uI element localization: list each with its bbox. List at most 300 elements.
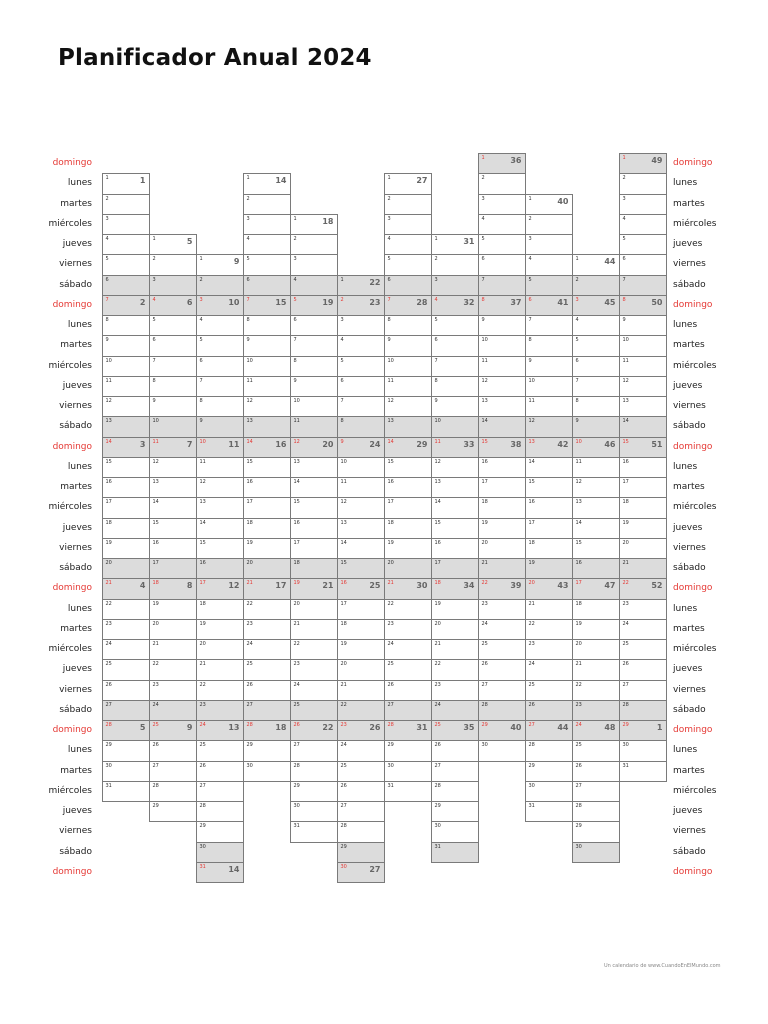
day-cell-ene-8[interactable]: [102, 315, 150, 336]
day-cell-sep-3[interactable]: [478, 194, 526, 215]
day-cell-jul-24[interactable]: [384, 639, 432, 660]
day-cell-sep-8[interactable]: [478, 295, 526, 316]
day-cell-sep-26[interactable]: [478, 659, 526, 680]
day-cell-nov-25[interactable]: [572, 740, 620, 761]
day-cell-sep-17[interactable]: [478, 477, 526, 498]
day-cell-feb-12[interactable]: [149, 457, 197, 478]
day-cell-ago-5[interactable]: [431, 315, 479, 336]
day-cell-mar-24[interactable]: [196, 720, 244, 741]
day-cell-abr-17[interactable]: [243, 497, 291, 518]
day-cell-abr-23[interactable]: [243, 619, 291, 640]
day-cell-ene-23[interactable]: [102, 619, 150, 640]
day-cell-ene-10[interactable]: [102, 356, 150, 377]
day-cell-abr-18[interactable]: [243, 518, 291, 539]
day-cell-may-1[interactable]: [290, 214, 338, 235]
day-cell-ago-10[interactable]: [431, 416, 479, 437]
day-cell-nov-28[interactable]: [572, 801, 620, 822]
day-cell-ene-26[interactable]: [102, 680, 150, 701]
day-cell-nov-17[interactable]: [572, 578, 620, 599]
day-cell-dic-30[interactable]: [619, 740, 667, 761]
day-cell-sep-7[interactable]: [478, 275, 526, 296]
day-cell-nov-27[interactable]: [572, 781, 620, 802]
day-cell-may-29[interactable]: [290, 781, 338, 802]
day-cell-jul-13[interactable]: [384, 416, 432, 437]
day-cell-sep-28[interactable]: [478, 700, 526, 721]
day-cell-abr-3[interactable]: [243, 214, 291, 235]
day-cell-jun-15[interactable]: [337, 558, 385, 579]
day-cell-mar-23[interactable]: [196, 700, 244, 721]
day-cell-dic-21[interactable]: [619, 558, 667, 579]
day-cell-ago-2[interactable]: [431, 254, 479, 275]
day-cell-mar-3[interactable]: [196, 295, 244, 316]
day-cell-jul-8[interactable]: [384, 315, 432, 336]
day-cell-mar-18[interactable]: [196, 599, 244, 620]
day-cell-may-7[interactable]: [290, 335, 338, 356]
day-cell-abr-5[interactable]: [243, 254, 291, 275]
day-cell-sep-30[interactable]: [478, 740, 526, 761]
day-cell-jul-14[interactable]: [384, 437, 432, 458]
day-cell-abr-27[interactable]: [243, 700, 291, 721]
day-cell-ago-25[interactable]: [431, 720, 479, 741]
day-cell-abr-30[interactable]: [243, 761, 291, 782]
day-cell-jul-6[interactable]: [384, 275, 432, 296]
day-cell-feb-23[interactable]: [149, 680, 197, 701]
day-cell-mar-12[interactable]: [196, 477, 244, 498]
day-cell-oct-6[interactable]: [525, 295, 573, 316]
day-cell-oct-8[interactable]: [525, 335, 573, 356]
day-cell-abr-10[interactable]: [243, 356, 291, 377]
day-cell-feb-4[interactable]: [149, 295, 197, 316]
day-cell-mar-13[interactable]: [196, 497, 244, 518]
day-cell-jul-30[interactable]: [384, 761, 432, 782]
day-cell-jun-24[interactable]: [337, 740, 385, 761]
day-cell-nov-11[interactable]: [572, 457, 620, 478]
day-cell-may-11[interactable]: [290, 416, 338, 437]
day-cell-jul-23[interactable]: [384, 619, 432, 640]
day-cell-mar-16[interactable]: [196, 558, 244, 579]
day-cell-oct-29[interactable]: [525, 761, 573, 782]
day-cell-dic-2[interactable]: [619, 173, 667, 194]
day-cell-may-31[interactable]: [290, 821, 338, 842]
day-cell-mar-27[interactable]: [196, 781, 244, 802]
day-cell-feb-16[interactable]: [149, 538, 197, 559]
day-cell-may-24[interactable]: [290, 680, 338, 701]
day-cell-jul-31[interactable]: [384, 781, 432, 802]
day-cell-sep-4[interactable]: [478, 214, 526, 235]
day-cell-ene-28[interactable]: [102, 720, 150, 741]
day-cell-nov-29[interactable]: [572, 821, 620, 842]
day-cell-mar-7[interactable]: [196, 376, 244, 397]
day-cell-oct-15[interactable]: [525, 477, 573, 498]
day-cell-sep-18[interactable]: [478, 497, 526, 518]
day-cell-abr-11[interactable]: [243, 376, 291, 397]
day-cell-oct-31[interactable]: [525, 801, 573, 822]
day-cell-sep-11[interactable]: [478, 356, 526, 377]
day-cell-mar-11[interactable]: [196, 457, 244, 478]
day-cell-ene-17[interactable]: [102, 497, 150, 518]
day-cell-may-4[interactable]: [290, 275, 338, 296]
day-cell-feb-14[interactable]: [149, 497, 197, 518]
day-cell-nov-4[interactable]: [572, 315, 620, 336]
day-cell-abr-8[interactable]: [243, 315, 291, 336]
day-cell-may-21[interactable]: [290, 619, 338, 640]
day-cell-may-23[interactable]: [290, 659, 338, 680]
day-cell-jun-21[interactable]: [337, 680, 385, 701]
day-cell-sep-16[interactable]: [478, 457, 526, 478]
day-cell-nov-8[interactable]: [572, 396, 620, 417]
day-cell-dic-25[interactable]: [619, 639, 667, 660]
day-cell-abr-13[interactable]: [243, 416, 291, 437]
day-cell-ene-3[interactable]: [102, 214, 150, 235]
day-cell-mar-20[interactable]: [196, 639, 244, 660]
day-cell-nov-24[interactable]: [572, 720, 620, 741]
day-cell-mar-22[interactable]: [196, 680, 244, 701]
day-cell-dic-29[interactable]: [619, 720, 667, 741]
day-cell-abr-16[interactable]: [243, 477, 291, 498]
day-cell-abr-24[interactable]: [243, 639, 291, 660]
day-cell-feb-22[interactable]: [149, 659, 197, 680]
day-cell-ago-1[interactable]: [431, 234, 479, 255]
day-cell-dic-20[interactable]: [619, 538, 667, 559]
day-cell-oct-18[interactable]: [525, 538, 573, 559]
day-cell-ene-13[interactable]: [102, 416, 150, 437]
day-cell-jul-16[interactable]: [384, 477, 432, 498]
day-cell-feb-28[interactable]: [149, 781, 197, 802]
day-cell-oct-7[interactable]: [525, 315, 573, 336]
day-cell-nov-9[interactable]: [572, 416, 620, 437]
day-cell-dic-18[interactable]: [619, 497, 667, 518]
day-cell-oct-23[interactable]: [525, 639, 573, 660]
day-cell-jul-20[interactable]: [384, 558, 432, 579]
day-cell-oct-2[interactable]: [525, 214, 573, 235]
day-cell-mar-4[interactable]: [196, 315, 244, 336]
day-cell-dic-23[interactable]: [619, 599, 667, 620]
day-cell-feb-13[interactable]: [149, 477, 197, 498]
day-cell-ago-16[interactable]: [431, 538, 479, 559]
day-cell-mar-6[interactable]: [196, 356, 244, 377]
day-cell-mar-26[interactable]: [196, 761, 244, 782]
day-cell-feb-10[interactable]: [149, 416, 197, 437]
day-cell-sep-24[interactable]: [478, 619, 526, 640]
day-cell-mar-25[interactable]: [196, 740, 244, 761]
day-cell-ene-18[interactable]: [102, 518, 150, 539]
day-cell-nov-7[interactable]: [572, 376, 620, 397]
day-cell-dic-1[interactable]: [619, 153, 667, 174]
day-cell-jul-10[interactable]: [384, 356, 432, 377]
day-cell-ene-20[interactable]: [102, 558, 150, 579]
day-cell-ene-4[interactable]: [102, 234, 150, 255]
day-cell-jun-28[interactable]: [337, 821, 385, 842]
day-cell-dic-24[interactable]: [619, 619, 667, 640]
day-cell-nov-6[interactable]: [572, 356, 620, 377]
day-cell-abr-26[interactable]: [243, 680, 291, 701]
day-cell-dic-15[interactable]: [619, 437, 667, 458]
day-cell-abr-21[interactable]: [243, 578, 291, 599]
day-cell-mar-9[interactable]: [196, 416, 244, 437]
day-cell-feb-6[interactable]: [149, 335, 197, 356]
day-cell-dic-11[interactable]: [619, 356, 667, 377]
day-cell-mar-30[interactable]: [196, 842, 244, 863]
day-cell-mar-2[interactable]: [196, 275, 244, 296]
day-cell-ago-11[interactable]: [431, 437, 479, 458]
day-cell-sep-2[interactable]: [478, 173, 526, 194]
day-cell-may-26[interactable]: [290, 720, 338, 741]
day-cell-may-12[interactable]: [290, 437, 338, 458]
day-cell-ene-2[interactable]: [102, 194, 150, 215]
day-cell-oct-28[interactable]: [525, 740, 573, 761]
day-cell-ago-4[interactable]: [431, 295, 479, 316]
day-cell-oct-9[interactable]: [525, 356, 573, 377]
day-cell-dic-4[interactable]: [619, 214, 667, 235]
day-cell-oct-5[interactable]: [525, 275, 573, 296]
day-cell-jun-1[interactable]: [337, 275, 385, 296]
day-cell-oct-30[interactable]: [525, 781, 573, 802]
day-cell-sep-21[interactable]: [478, 558, 526, 579]
day-cell-may-17[interactable]: [290, 538, 338, 559]
day-cell-ago-21[interactable]: [431, 639, 479, 660]
day-cell-feb-1[interactable]: [149, 234, 197, 255]
day-cell-jun-5[interactable]: [337, 356, 385, 377]
day-cell-oct-14[interactable]: [525, 457, 573, 478]
day-cell-ene-11[interactable]: [102, 376, 150, 397]
day-cell-mar-31[interactable]: [196, 862, 244, 883]
day-cell-dic-17[interactable]: [619, 477, 667, 498]
day-cell-sep-25[interactable]: [478, 639, 526, 660]
day-cell-may-2[interactable]: [290, 234, 338, 255]
day-cell-abr-12[interactable]: [243, 396, 291, 417]
day-cell-sep-6[interactable]: [478, 254, 526, 275]
day-cell-ago-29[interactable]: [431, 801, 479, 822]
day-cell-ene-1[interactable]: [102, 173, 150, 194]
day-cell-jun-4[interactable]: [337, 335, 385, 356]
day-cell-dic-3[interactable]: [619, 194, 667, 215]
day-cell-jun-8[interactable]: [337, 416, 385, 437]
day-cell-ago-23[interactable]: [431, 680, 479, 701]
day-cell-feb-15[interactable]: [149, 518, 197, 539]
day-cell-dic-8[interactable]: [619, 295, 667, 316]
day-cell-abr-22[interactable]: [243, 599, 291, 620]
day-cell-ago-9[interactable]: [431, 396, 479, 417]
day-cell-may-27[interactable]: [290, 740, 338, 761]
day-cell-dic-31[interactable]: [619, 761, 667, 782]
day-cell-oct-21[interactable]: [525, 599, 573, 620]
day-cell-feb-26[interactable]: [149, 740, 197, 761]
day-cell-may-8[interactable]: [290, 356, 338, 377]
day-cell-nov-23[interactable]: [572, 700, 620, 721]
day-cell-mar-19[interactable]: [196, 619, 244, 640]
day-cell-ene-25[interactable]: [102, 659, 150, 680]
day-cell-nov-26[interactable]: [572, 761, 620, 782]
day-cell-mar-21[interactable]: [196, 659, 244, 680]
day-cell-abr-4[interactable]: [243, 234, 291, 255]
day-cell-feb-8[interactable]: [149, 376, 197, 397]
day-cell-oct-27[interactable]: [525, 720, 573, 741]
day-cell-abr-28[interactable]: [243, 720, 291, 741]
day-cell-ago-17[interactable]: [431, 558, 479, 579]
day-cell-jul-7[interactable]: [384, 295, 432, 316]
day-cell-ago-18[interactable]: [431, 578, 479, 599]
day-cell-abr-2[interactable]: [243, 194, 291, 215]
day-cell-may-15[interactable]: [290, 497, 338, 518]
day-cell-sep-29[interactable]: [478, 720, 526, 741]
day-cell-dic-26[interactable]: [619, 659, 667, 680]
day-cell-jun-23[interactable]: [337, 720, 385, 741]
day-cell-ago-30[interactable]: [431, 821, 479, 842]
day-cell-feb-25[interactable]: [149, 720, 197, 741]
day-cell-ago-19[interactable]: [431, 599, 479, 620]
day-cell-dic-10[interactable]: [619, 335, 667, 356]
day-cell-abr-14[interactable]: [243, 437, 291, 458]
day-cell-feb-24[interactable]: [149, 700, 197, 721]
day-cell-jul-9[interactable]: [384, 335, 432, 356]
day-cell-sep-5[interactable]: [478, 234, 526, 255]
day-cell-dic-14[interactable]: [619, 416, 667, 437]
day-cell-feb-3[interactable]: [149, 275, 197, 296]
day-cell-nov-14[interactable]: [572, 518, 620, 539]
day-cell-jun-27[interactable]: [337, 801, 385, 822]
day-cell-oct-20[interactable]: [525, 578, 573, 599]
day-cell-feb-29[interactable]: [149, 801, 197, 822]
day-cell-jun-17[interactable]: [337, 599, 385, 620]
day-cell-jul-4[interactable]: [384, 234, 432, 255]
day-cell-mar-17[interactable]: [196, 578, 244, 599]
day-cell-ene-15[interactable]: [102, 457, 150, 478]
day-cell-ago-7[interactable]: [431, 356, 479, 377]
day-cell-abr-6[interactable]: [243, 275, 291, 296]
day-cell-dic-22[interactable]: [619, 578, 667, 599]
day-cell-jun-3[interactable]: [337, 315, 385, 336]
day-cell-jun-11[interactable]: [337, 477, 385, 498]
day-cell-nov-5[interactable]: [572, 335, 620, 356]
day-cell-dic-5[interactable]: [619, 234, 667, 255]
day-cell-jul-18[interactable]: [384, 518, 432, 539]
day-cell-oct-24[interactable]: [525, 659, 573, 680]
day-cell-mar-29[interactable]: [196, 821, 244, 842]
day-cell-feb-17[interactable]: [149, 558, 197, 579]
day-cell-jul-26[interactable]: [384, 680, 432, 701]
day-cell-feb-7[interactable]: [149, 356, 197, 377]
day-cell-may-5[interactable]: [290, 295, 338, 316]
day-cell-feb-9[interactable]: [149, 396, 197, 417]
day-cell-jul-17[interactable]: [384, 497, 432, 518]
day-cell-jun-30[interactable]: [337, 862, 385, 883]
day-cell-jul-25[interactable]: [384, 659, 432, 680]
day-cell-jul-3[interactable]: [384, 214, 432, 235]
day-cell-sep-12[interactable]: [478, 376, 526, 397]
day-cell-mar-14[interactable]: [196, 518, 244, 539]
day-cell-dic-16[interactable]: [619, 457, 667, 478]
day-cell-ene-14[interactable]: [102, 437, 150, 458]
day-cell-may-18[interactable]: [290, 558, 338, 579]
day-cell-oct-13[interactable]: [525, 437, 573, 458]
day-cell-oct-17[interactable]: [525, 518, 573, 539]
day-cell-oct-22[interactable]: [525, 619, 573, 640]
day-cell-ago-28[interactable]: [431, 781, 479, 802]
day-cell-sep-22[interactable]: [478, 578, 526, 599]
day-cell-feb-11[interactable]: [149, 437, 197, 458]
day-cell-ene-27[interactable]: [102, 700, 150, 721]
day-cell-feb-21[interactable]: [149, 639, 197, 660]
day-cell-may-6[interactable]: [290, 315, 338, 336]
day-cell-mar-5[interactable]: [196, 335, 244, 356]
day-cell-oct-10[interactable]: [525, 376, 573, 397]
day-cell-jul-1[interactable]: [384, 173, 432, 194]
day-cell-jul-19[interactable]: [384, 538, 432, 559]
day-cell-ago-6[interactable]: [431, 335, 479, 356]
day-cell-ene-5[interactable]: [102, 254, 150, 275]
day-cell-ene-7[interactable]: [102, 295, 150, 316]
day-cell-ago-3[interactable]: [431, 275, 479, 296]
day-cell-mar-15[interactable]: [196, 538, 244, 559]
day-cell-may-19[interactable]: [290, 578, 338, 599]
day-cell-mar-10[interactable]: [196, 437, 244, 458]
day-cell-abr-19[interactable]: [243, 538, 291, 559]
day-cell-sep-27[interactable]: [478, 680, 526, 701]
day-cell-nov-21[interactable]: [572, 659, 620, 680]
day-cell-nov-13[interactable]: [572, 497, 620, 518]
day-cell-ene-30[interactable]: [102, 761, 150, 782]
day-cell-jun-25[interactable]: [337, 761, 385, 782]
day-cell-sep-1[interactable]: [478, 153, 526, 174]
day-cell-sep-15[interactable]: [478, 437, 526, 458]
day-cell-ago-20[interactable]: [431, 619, 479, 640]
day-cell-mar-8[interactable]: [196, 396, 244, 417]
day-cell-may-25[interactable]: [290, 700, 338, 721]
day-cell-jun-18[interactable]: [337, 619, 385, 640]
day-cell-sep-14[interactable]: [478, 416, 526, 437]
day-cell-ago-22[interactable]: [431, 659, 479, 680]
day-cell-may-16[interactable]: [290, 518, 338, 539]
day-cell-dic-6[interactable]: [619, 254, 667, 275]
day-cell-ago-27[interactable]: [431, 761, 479, 782]
day-cell-jun-19[interactable]: [337, 639, 385, 660]
day-cell-may-20[interactable]: [290, 599, 338, 620]
day-cell-sep-20[interactable]: [478, 538, 526, 559]
day-cell-oct-4[interactable]: [525, 254, 573, 275]
day-cell-nov-2[interactable]: [572, 275, 620, 296]
day-cell-ago-13[interactable]: [431, 477, 479, 498]
day-cell-dic-27[interactable]: [619, 680, 667, 701]
day-cell-nov-30[interactable]: [572, 842, 620, 863]
day-cell-sep-9[interactable]: [478, 315, 526, 336]
day-cell-jun-10[interactable]: [337, 457, 385, 478]
day-cell-jun-26[interactable]: [337, 781, 385, 802]
day-cell-feb-5[interactable]: [149, 315, 197, 336]
day-cell-ago-15[interactable]: [431, 518, 479, 539]
day-cell-oct-11[interactable]: [525, 396, 573, 417]
day-cell-jul-21[interactable]: [384, 578, 432, 599]
day-cell-ago-31[interactable]: [431, 842, 479, 863]
day-cell-jun-14[interactable]: [337, 538, 385, 559]
day-cell-nov-1[interactable]: [572, 254, 620, 275]
day-cell-jun-12[interactable]: [337, 497, 385, 518]
day-cell-ene-21[interactable]: [102, 578, 150, 599]
day-cell-ene-9[interactable]: [102, 335, 150, 356]
day-cell-nov-12[interactable]: [572, 477, 620, 498]
day-cell-nov-18[interactable]: [572, 599, 620, 620]
day-cell-may-3[interactable]: [290, 254, 338, 275]
day-cell-ene-31[interactable]: [102, 781, 150, 802]
day-cell-nov-10[interactable]: [572, 437, 620, 458]
day-cell-dic-7[interactable]: [619, 275, 667, 296]
day-cell-nov-22[interactable]: [572, 680, 620, 701]
day-cell-abr-7[interactable]: [243, 295, 291, 316]
day-cell-sep-10[interactable]: [478, 335, 526, 356]
day-cell-sep-19[interactable]: [478, 518, 526, 539]
day-cell-sep-13[interactable]: [478, 396, 526, 417]
day-cell-jul-22[interactable]: [384, 599, 432, 620]
day-cell-abr-25[interactable]: [243, 659, 291, 680]
